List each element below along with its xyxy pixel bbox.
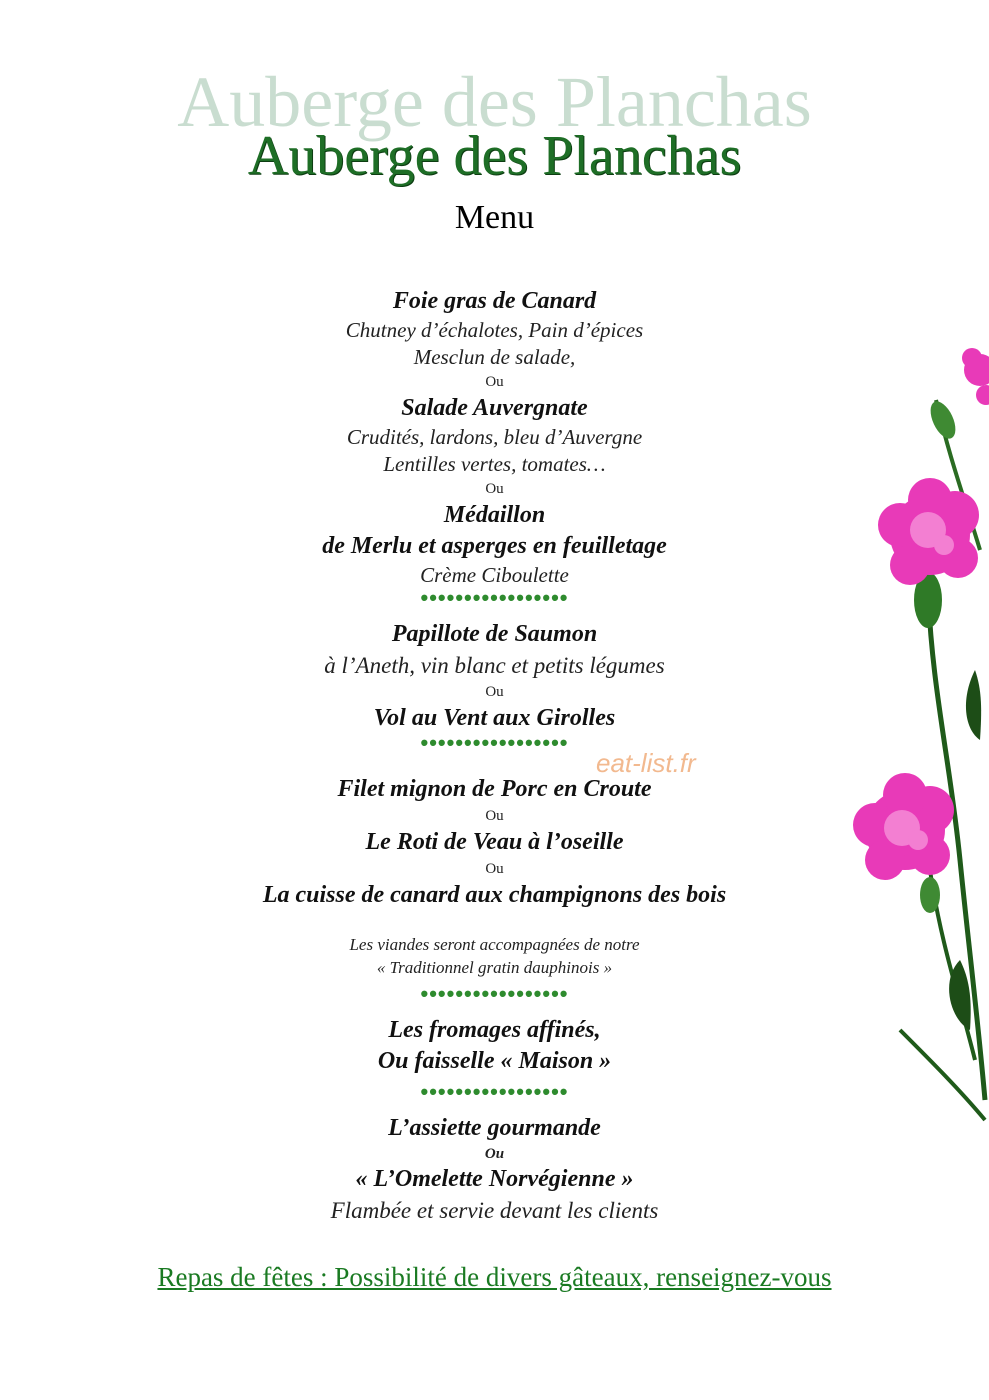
dish-description: Chutney d’échalotes, Pain d’épices — [345, 318, 644, 342]
dessert-omelette-norvegienne: « L’Omelette Norvégienne » — [355, 1166, 634, 1192]
or-separator: Ou — [485, 684, 504, 700]
dish-foie-gras: Foie gras de Canard — [392, 288, 597, 314]
side-note: Les viandes seront accompagnées de notre — [349, 935, 640, 954]
dish-roti-veau: Le Roti de Veau à l’oseille — [365, 829, 624, 855]
or-separator: Ou — [485, 481, 504, 497]
watermark: eat-list.fr — [596, 748, 696, 778]
dotted-separator: ••••••••••••••••• — [420, 981, 569, 1006]
cheese-line: Les fromages affinés, — [388, 1017, 601, 1043]
dessert-assiette-gourmande: L’assiette gourmande — [388, 1115, 601, 1141]
dish-medaillon: Médaillon — [443, 502, 546, 528]
dish-cuisse-canard: La cuisse de canard aux champignons des bois — [262, 882, 727, 908]
dish-description: Lentilles vertes, tomates… — [383, 452, 606, 476]
dish-papillote-saumon: Papillote de Saumon — [391, 621, 598, 647]
menu-heading: Menu — [454, 199, 535, 236]
side-note: « Traditionnel gratin dauphinois » — [376, 958, 613, 977]
dish-description: Crème Ciboulette — [420, 563, 569, 587]
or-separator: Ou — [485, 808, 504, 824]
title-ghost: Auberge des Planchas — [177, 62, 812, 142]
dotted-separator: ••••••••••••••••• — [420, 1079, 569, 1104]
dish-filet-mignon: Filet mignon de Porc en Croute — [337, 776, 652, 802]
or-separator: Ou — [485, 861, 504, 877]
dish-description: Mesclun de salade, — [413, 345, 576, 369]
dish-description: Flambée et servie devant les clients — [330, 1198, 659, 1223]
dish-description: Crudités, lardons, bleu d’Auvergne — [346, 425, 643, 449]
dish-vol-au-vent: Vol au Vent aux Girolles — [373, 705, 616, 731]
dish-salade-auvergnate: Salade Auvergnate — [401, 395, 588, 421]
cheese-line: Ou faisselle « Maison » — [377, 1048, 612, 1074]
dish-description: à l’Aneth, vin blanc et petits légumes — [324, 653, 665, 678]
dotted-separator: ••••••••••••••••• — [420, 730, 569, 755]
or-separator: Ou — [485, 374, 504, 390]
carnation-flowers-illustration — [840, 340, 989, 1140]
restaurant-title: Auberge des Planchas — [247, 125, 742, 187]
dotted-separator: ••••••••••••••••• — [420, 585, 569, 610]
or-separator: Ou — [484, 1146, 505, 1162]
dish-medaillon-line2: de Merlu et asperges en feuilletage — [322, 533, 667, 559]
footer-note: Repas de fêtes : Possibilité de divers gâteaux, renseignez-vous — [157, 1262, 832, 1292]
